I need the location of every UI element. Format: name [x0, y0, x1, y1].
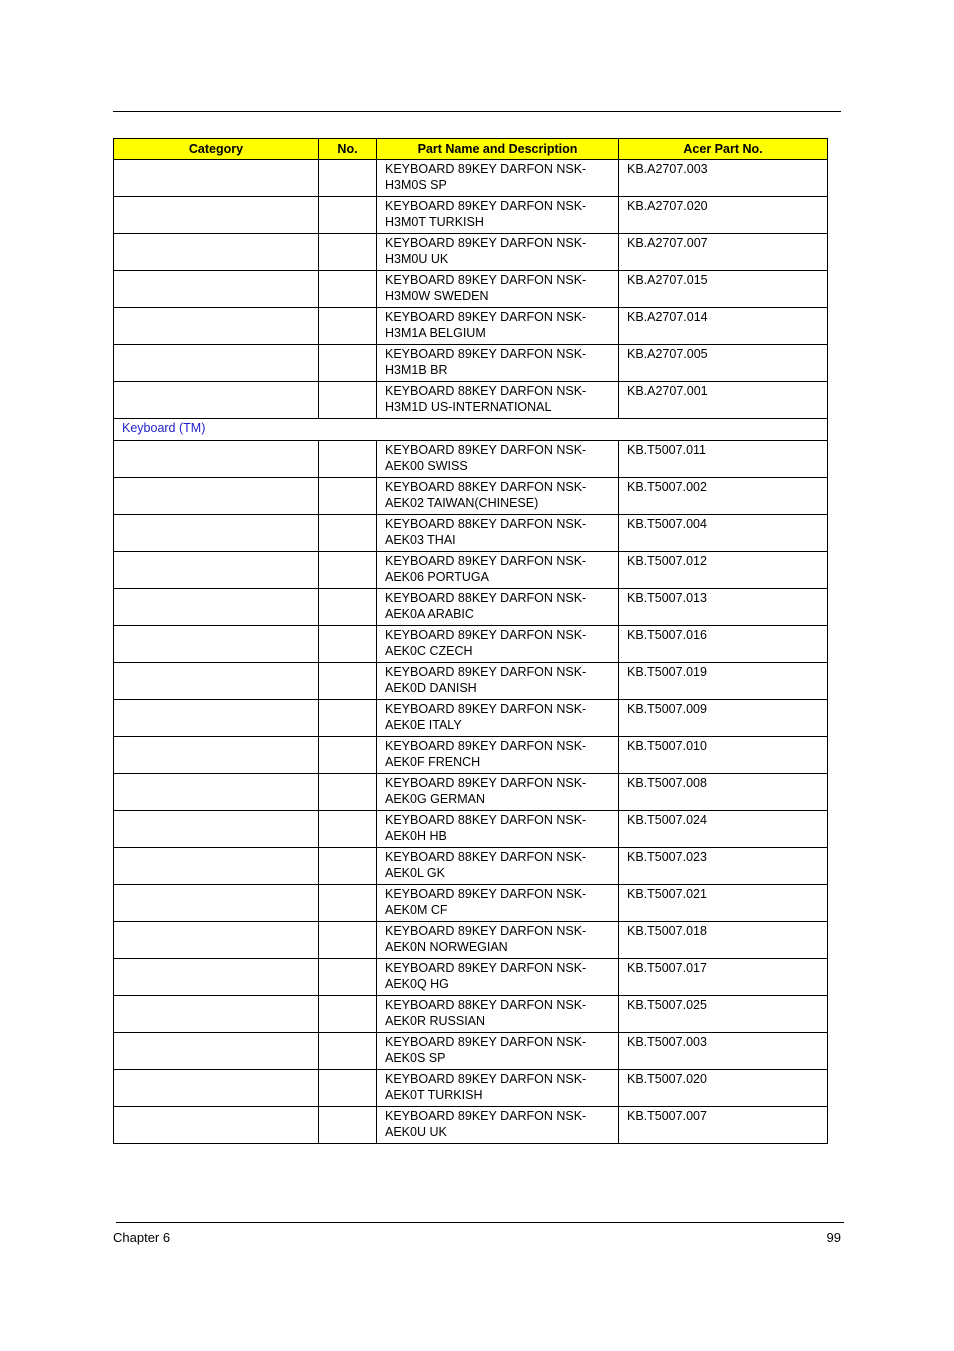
- table-row: [114, 811, 828, 848]
- table-row: [114, 774, 828, 811]
- cell-no: [319, 515, 377, 552]
- cell-acer-part-no: KB.A2707.005: [619, 345, 828, 382]
- cell-part-description: KEYBOARD 89KEY DARFON NSK-AEK0G GERMAN: [377, 774, 619, 811]
- top-rule: [113, 111, 841, 112]
- cell-part-description: KEYBOARD 89KEY DARFON NSK-AEK0F FRENCH: [377, 737, 619, 774]
- table-row: [114, 160, 828, 197]
- cell-no: [319, 885, 377, 922]
- cell-category: [114, 197, 319, 234]
- footer-page-number: 99: [826, 1230, 841, 1245]
- cell-acer-part-no: KB.T5007.009: [619, 700, 828, 737]
- cell-category: [114, 959, 319, 996]
- cell-no: [319, 737, 377, 774]
- header-no: No.: [319, 139, 377, 160]
- bottom-rule: [116, 1222, 844, 1223]
- cell-part-description: KEYBOARD 88KEY DARFON NSK-AEK0L GK: [377, 848, 619, 885]
- cell-part-description: KEYBOARD 89KEY DARFON NSK-AEK0E ITALY: [377, 700, 619, 737]
- cell-part-description: KEYBOARD 89KEY DARFON NSK-H3M0U UK: [377, 234, 619, 271]
- table-row: [114, 922, 828, 959]
- cell-no: [319, 848, 377, 885]
- cell-no: [319, 478, 377, 515]
- cell-acer-part-no: KB.T5007.018: [619, 922, 828, 959]
- cell-category: [114, 848, 319, 885]
- cell-part-description: KEYBOARD 89KEY DARFON NSK-AEK0M CF: [377, 885, 619, 922]
- cell-acer-part-no: KB.T5007.024: [619, 811, 828, 848]
- table-row: [114, 382, 828, 419]
- cell-category: [114, 552, 319, 589]
- cell-category: [114, 271, 319, 308]
- cell-part-description: KEYBOARD 89KEY DARFON NSK-H3M1A BELGIUM: [377, 308, 619, 345]
- cell-acer-part-no: KB.T5007.016: [619, 626, 828, 663]
- cell-no: [319, 700, 377, 737]
- cell-category: [114, 737, 319, 774]
- table-row: [114, 885, 828, 922]
- table-row: [114, 737, 828, 774]
- table-row: [114, 552, 828, 589]
- cell-no: [319, 308, 377, 345]
- cell-part-description: KEYBOARD 88KEY DARFON NSK-AEK0R RUSSIAN: [377, 996, 619, 1033]
- cell-category: [114, 515, 319, 552]
- category-label: Keyboard (TM): [114, 419, 828, 441]
- table-body: [114, 160, 828, 1144]
- cell-no: [319, 1107, 377, 1144]
- cell-acer-part-no: KB.T5007.023: [619, 848, 828, 885]
- cell-acer-part-no: KB.A2707.020: [619, 197, 828, 234]
- table-row: [114, 197, 828, 234]
- cell-category: [114, 478, 319, 515]
- cell-category: [114, 1033, 319, 1070]
- cell-acer-part-no: KB.T5007.019: [619, 663, 828, 700]
- cell-part-description: KEYBOARD 89KEY DARFON NSK-AEK0U UK: [377, 1107, 619, 1144]
- cell-part-description: KEYBOARD 89KEY DARFON NSK-AEK0N NORWEGIAN: [377, 922, 619, 959]
- cell-acer-part-no: KB.T5007.011: [619, 441, 828, 478]
- cell-acer-part-no: KB.T5007.020: [619, 1070, 828, 1107]
- cell-no: [319, 589, 377, 626]
- table-row: [114, 1070, 828, 1107]
- table-row: [114, 478, 828, 515]
- cell-category: [114, 160, 319, 197]
- cell-part-description: KEYBOARD 88KEY DARFON NSK-AEK0H HB: [377, 811, 619, 848]
- header-category: Category: [114, 139, 319, 160]
- cell-acer-part-no: KB.T5007.012: [619, 552, 828, 589]
- cell-acer-part-no: KB.A2707.001: [619, 382, 828, 419]
- cell-acer-part-no: KB.T5007.007: [619, 1107, 828, 1144]
- cell-part-description: KEYBOARD 88KEY DARFON NSK-AEK02 TAIWAN(CHINESE): [377, 478, 619, 515]
- table-row: [114, 663, 828, 700]
- cell-no: [319, 441, 377, 478]
- cell-category: [114, 345, 319, 382]
- category-row: [114, 419, 828, 441]
- cell-part-description: KEYBOARD 89KEY DARFON NSK-AEK0D DANISH: [377, 663, 619, 700]
- cell-acer-part-no: KB.A2707.003: [619, 160, 828, 197]
- cell-part-description: KEYBOARD 89KEY DARFON NSK-AEK06 PORTUGA: [377, 552, 619, 589]
- cell-category: [114, 1107, 319, 1144]
- cell-part-description: KEYBOARD 89KEY DARFON NSK-H3M0W SWEDEN: [377, 271, 619, 308]
- table-row: [114, 848, 828, 885]
- cell-acer-part-no: KB.T5007.004: [619, 515, 828, 552]
- cell-category: [114, 382, 319, 419]
- cell-no: [319, 160, 377, 197]
- cell-category: [114, 885, 319, 922]
- table-row: [114, 345, 828, 382]
- cell-category: [114, 626, 319, 663]
- cell-no: [319, 996, 377, 1033]
- table-row: [114, 959, 828, 996]
- table-row: [114, 515, 828, 552]
- cell-category: [114, 774, 319, 811]
- table-row: [114, 700, 828, 737]
- cell-category: [114, 811, 319, 848]
- cell-category: [114, 996, 319, 1033]
- cell-category: [114, 589, 319, 626]
- cell-part-description: KEYBOARD 89KEY DARFON NSK-H3M0S SP: [377, 160, 619, 197]
- cell-acer-part-no: KB.A2707.015: [619, 271, 828, 308]
- table-row: [114, 271, 828, 308]
- cell-category: [114, 922, 319, 959]
- cell-no: [319, 1070, 377, 1107]
- cell-no: [319, 1033, 377, 1070]
- cell-no: [319, 234, 377, 271]
- footer-chapter: Chapter 6: [113, 1230, 171, 1245]
- cell-category: [114, 1070, 319, 1107]
- header-part-name: Part Name and Description: [377, 139, 619, 160]
- table-row: [114, 1107, 828, 1144]
- cell-no: [319, 663, 377, 700]
- cell-category: [114, 663, 319, 700]
- cell-part-description: KEYBOARD 89KEY DARFON NSK-H3M0T TURKISH: [377, 197, 619, 234]
- cell-acer-part-no: KB.T5007.021: [619, 885, 828, 922]
- cell-no: [319, 197, 377, 234]
- cell-acer-part-no: KB.T5007.025: [619, 996, 828, 1033]
- parts-table: [113, 138, 828, 1144]
- header-acer-part-no: Acer Part No.: [619, 139, 828, 160]
- cell-part-description: KEYBOARD 89KEY DARFON NSK-H3M1B BR: [377, 345, 619, 382]
- cell-acer-part-no: KB.A2707.014: [619, 308, 828, 345]
- table-row: [114, 308, 828, 345]
- table-header-row: [114, 139, 828, 160]
- cell-category: [114, 234, 319, 271]
- table-row: [114, 1033, 828, 1070]
- table-row: [114, 996, 828, 1033]
- cell-part-description: KEYBOARD 89KEY DARFON NSK-AEK0S SP: [377, 1033, 619, 1070]
- cell-no: [319, 382, 377, 419]
- cell-acer-part-no: KB.T5007.003: [619, 1033, 828, 1070]
- cell-acer-part-no: KB.T5007.002: [619, 478, 828, 515]
- cell-no: [319, 922, 377, 959]
- cell-category: [114, 308, 319, 345]
- cell-part-description: KEYBOARD 89KEY DARFON NSK-AEK0C CZECH: [377, 626, 619, 663]
- table-row: [114, 626, 828, 663]
- cell-no: [319, 552, 377, 589]
- cell-category: [114, 441, 319, 478]
- cell-acer-part-no: KB.A2707.007: [619, 234, 828, 271]
- cell-no: [319, 271, 377, 308]
- cell-no: [319, 774, 377, 811]
- cell-no: [319, 811, 377, 848]
- cell-acer-part-no: KB.T5007.008: [619, 774, 828, 811]
- cell-no: [319, 345, 377, 382]
- cell-acer-part-no: KB.T5007.013: [619, 589, 828, 626]
- cell-part-description: KEYBOARD 89KEY DARFON NSK-AEK0T TURKISH: [377, 1070, 619, 1107]
- table-row: [114, 589, 828, 626]
- cell-acer-part-no: KB.T5007.010: [619, 737, 828, 774]
- cell-category: [114, 700, 319, 737]
- table-row: [114, 234, 828, 271]
- cell-no: [319, 626, 377, 663]
- cell-part-description: KEYBOARD 89KEY DARFON NSK-AEK00 SWISS: [377, 441, 619, 478]
- table-row: [114, 441, 828, 478]
- cell-no: [319, 959, 377, 996]
- cell-part-description: KEYBOARD 88KEY DARFON NSK-H3M1D US-INTERNATIONAL: [377, 382, 619, 419]
- cell-part-description: KEYBOARD 88KEY DARFON NSK-AEK0A ARABIC: [377, 589, 619, 626]
- cell-acer-part-no: KB.T5007.017: [619, 959, 828, 996]
- cell-part-description: KEYBOARD 88KEY DARFON NSK-AEK03 THAI: [377, 515, 619, 552]
- cell-part-description: KEYBOARD 89KEY DARFON NSK-AEK0Q HG: [377, 959, 619, 996]
